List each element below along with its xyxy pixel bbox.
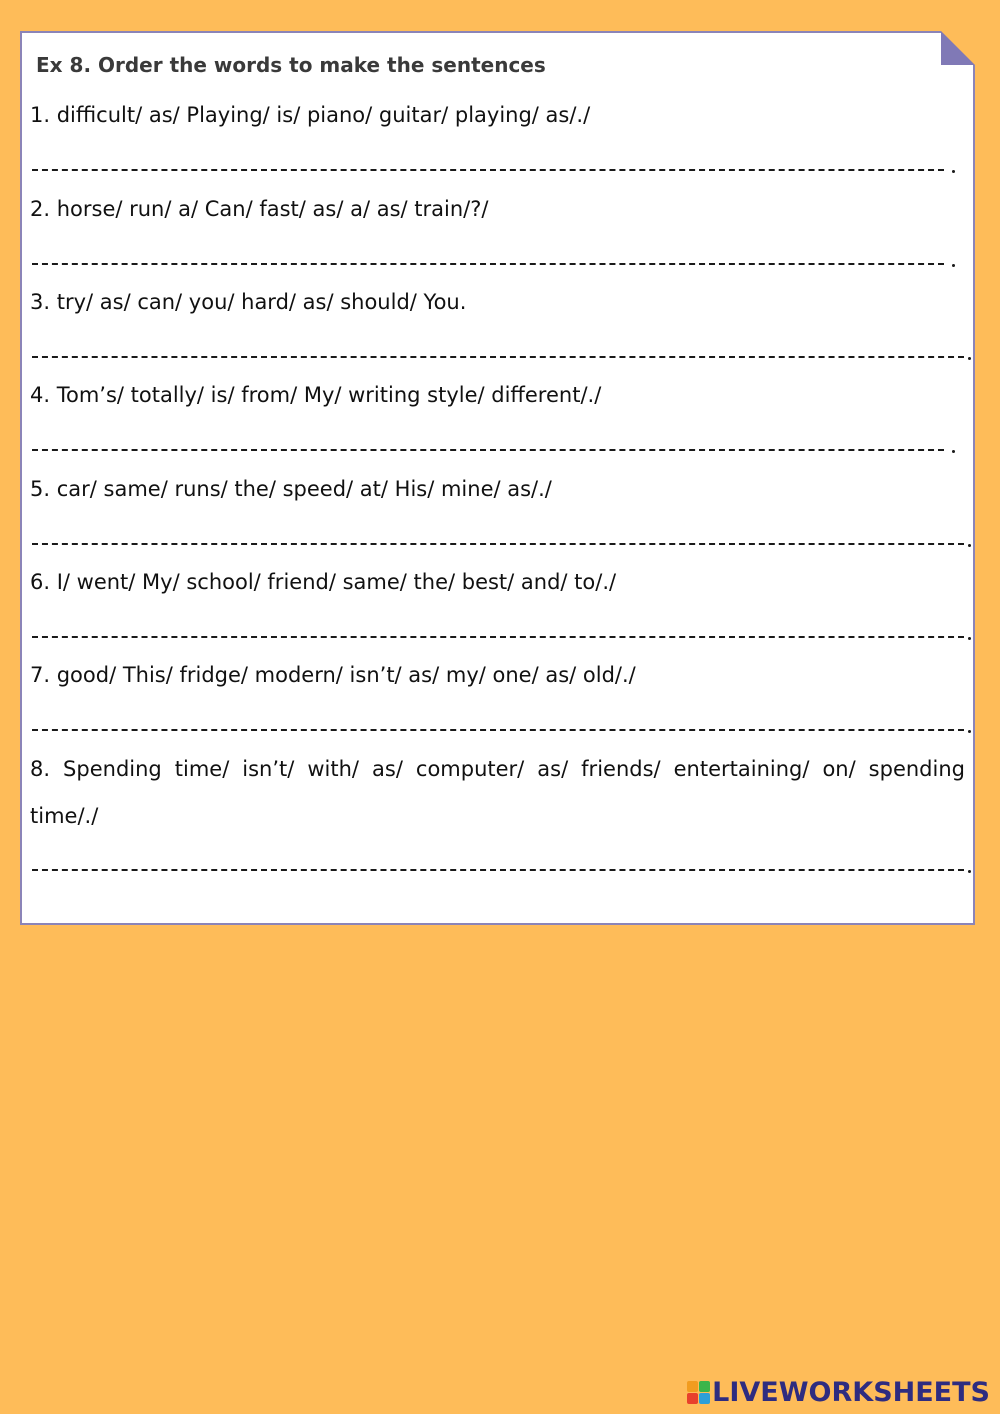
answer-line-4[interactable] bbox=[32, 449, 944, 451]
liveworksheets-icon bbox=[687, 1381, 710, 1404]
answer-line-5[interactable] bbox=[32, 543, 964, 545]
answer-end-dot bbox=[968, 357, 971, 360]
answer-end-dot bbox=[952, 170, 955, 173]
brand-name: LIVEWORKSHEETS bbox=[712, 1377, 990, 1408]
answer-line-3[interactable] bbox=[32, 356, 964, 358]
question-7: 7. good/ This/ fridge/ modern/ isn’t/ as/ my/ one/ as/ old/./ bbox=[30, 663, 636, 687]
question-3: 3. try/ as/ can/ you/ hard/ as/ should/ You. bbox=[30, 290, 467, 314]
answer-end-dot bbox=[952, 264, 955, 267]
answer-line-7[interactable] bbox=[32, 729, 964, 731]
page-corner-fold bbox=[941, 31, 975, 65]
answer-line-2[interactable] bbox=[32, 263, 944, 265]
question-1: 1. difficult/ as/ Playing/ is/ piano/ guitar/ playing/ as/./ bbox=[30, 103, 591, 127]
exercise-title: Ex 8. Order the words to make the sentences bbox=[36, 53, 546, 77]
question-6: 6. I/ went/ My/ school/ friend/ same/ the/ best/ and/ to/./ bbox=[30, 570, 617, 594]
liveworksheets-logo bbox=[687, 1377, 990, 1408]
logo-square-v bbox=[687, 1393, 698, 1404]
logo-square-i bbox=[699, 1381, 710, 1392]
answer-end-dot bbox=[968, 544, 971, 547]
question-2: 2. horse/ run/ a/ Can/ fast/ as/ a/ as/ train/?/ bbox=[30, 197, 489, 221]
question-4: 4. Tom’s/ totally/ is/ from/ My/ writing style/ different/./ bbox=[30, 383, 602, 407]
question-5: 5. car/ same/ runs/ the/ speed/ at/ His/ mine/ as/./ bbox=[30, 477, 552, 501]
worksheet-page bbox=[20, 31, 975, 925]
answer-end-dot bbox=[968, 637, 971, 640]
answer-end-dot bbox=[968, 870, 971, 873]
logo-square-e bbox=[699, 1393, 710, 1404]
answer-end-dot bbox=[952, 450, 955, 453]
question-8: 8. Spending time/ isn’t/ with/ as/ computer/ as/ friends/ entertaining/ on/ spending time/./ bbox=[30, 757, 965, 828]
answer-line-6[interactable] bbox=[32, 636, 964, 638]
answer-end-dot bbox=[968, 730, 971, 733]
logo-square-l bbox=[687, 1381, 698, 1392]
answer-line-1[interactable] bbox=[32, 169, 944, 171]
answer-line-8[interactable] bbox=[32, 869, 964, 871]
